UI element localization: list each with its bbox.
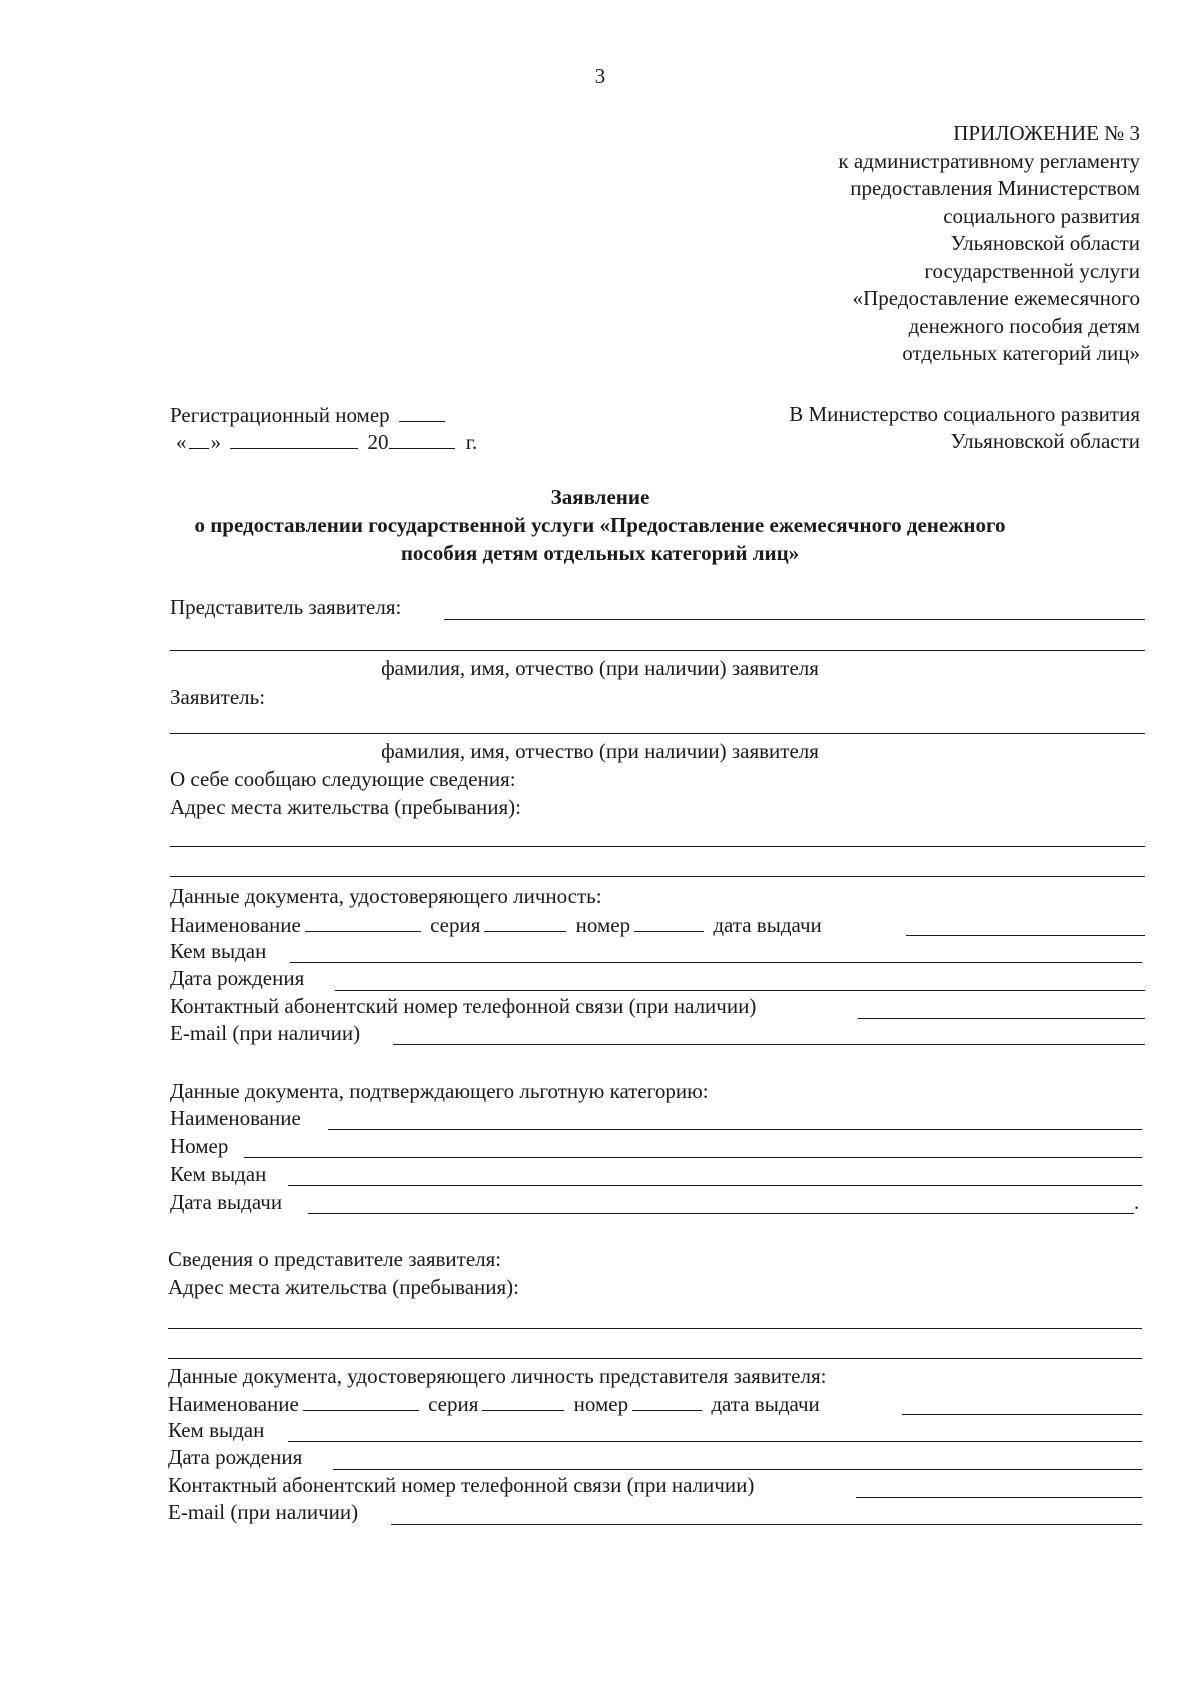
- registration-number-label: Регистрационный номер: [170, 403, 390, 427]
- issued-by-label: Кем выдан: [170, 939, 267, 963]
- phone-field[interactable]: [858, 1018, 1145, 1019]
- appendix-line: государственной услуги: [924, 258, 1140, 283]
- benefit-issued-by-label: Кем выдан: [170, 1162, 267, 1186]
- identity-doc-heading: Данные документа, удостоверяющего личность:: [170, 884, 602, 908]
- rep-doc-name-label: Наименование: [168, 1392, 299, 1416]
- fio-caption: фамилия, имя, отчество (при наличии) заявителя: [381, 739, 819, 763]
- fio-caption: фамилия, имя, отчество (при наличии) заявителя: [381, 656, 819, 680]
- representative-name-field[interactable]: [444, 619, 1145, 620]
- doc-name-label: Наименование: [170, 913, 301, 937]
- rep-email-field[interactable]: [391, 1524, 1142, 1525]
- registration-number-field[interactable]: [399, 401, 445, 422]
- appendix-line: социального развития: [943, 203, 1140, 228]
- benefit-issued-by-field[interactable]: [288, 1185, 1142, 1186]
- rep-doc-number-field[interactable]: [632, 1390, 702, 1411]
- benefit-issue-date-label: Дата выдачи: [170, 1190, 283, 1214]
- email-field[interactable]: [393, 1044, 1145, 1045]
- benefit-name-field[interactable]: [328, 1129, 1142, 1130]
- doc-series-field[interactable]: [484, 911, 566, 932]
- appendix-line: предоставления Министерством: [850, 176, 1140, 200]
- rep-doc-series-label: серия: [428, 1392, 479, 1416]
- rep-birth-date-label: Дата рождения: [168, 1445, 303, 1469]
- date-day-field[interactable]: [189, 428, 209, 449]
- rep-issued-by-field[interactable]: [288, 1441, 1142, 1442]
- rep-doc-name-field[interactable]: [303, 1390, 419, 1411]
- benefit-doc-heading: Данные документа, подтверждающего льготную категорию:: [170, 1079, 709, 1103]
- representative-info-heading: Сведения о представителе заявителя:: [168, 1247, 502, 1271]
- rep-doc-issue-date-label: дата выдачи: [711, 1392, 820, 1416]
- document-subtitle: пособия детям отдельных категорий лиц»: [400, 541, 800, 565]
- rep-issued-by-label: Кем выдан: [168, 1418, 265, 1442]
- applicant-label: Заявитель:: [170, 685, 266, 709]
- document-subtitle: о предоставлении государственной услуги «Предоставление ежемесячного денежного: [194, 513, 1006, 537]
- addressee-line: В Министерство социального развития: [789, 402, 1140, 426]
- benefit-number-field[interactable]: [244, 1157, 1142, 1158]
- benefit-name-label: Наименование: [170, 1106, 301, 1130]
- issued-by-field[interactable]: [290, 962, 1142, 963]
- phone-label: Контактный абонентский номер телефонной связи (при наличии): [170, 994, 757, 1018]
- representative-name-field-2[interactable]: [170, 650, 1145, 651]
- benefit-issue-date-field[interactable]: [308, 1213, 1134, 1214]
- rep-address-label: Адрес места жительства (пребывания):: [168, 1275, 520, 1299]
- about-self-text: О себе сообщаю следующие сведения:: [170, 767, 516, 791]
- appendix-line: отдельных категорий лиц»: [902, 341, 1140, 365]
- date-year-suffix: г.: [465, 430, 478, 454]
- date-year-field[interactable]: [389, 428, 455, 449]
- doc-issue-date-field[interactable]: [906, 935, 1145, 936]
- rep-doc-number-label: номер: [573, 1392, 629, 1416]
- benefit-number-label: Номер: [170, 1134, 229, 1158]
- rep-birth-date-field[interactable]: [333, 1469, 1142, 1470]
- birth-date-field[interactable]: [335, 990, 1145, 991]
- rep-doc-row: [168, 1390, 820, 1417]
- appendix-line: ПРИЛОЖЕНИЕ № 3: [953, 121, 1140, 145]
- representative-label: Представитель заявителя:: [170, 595, 402, 619]
- address-field[interactable]: [170, 846, 1145, 847]
- date-month-field[interactable]: [230, 428, 358, 449]
- date-year-prefix: 20: [367, 430, 389, 454]
- rep-doc-heading: Данные документа, удостоверяющего личность представителя заявителя:: [168, 1364, 827, 1388]
- addressee: [789, 401, 1140, 454]
- addressee-line: Ульяновской области: [950, 429, 1140, 453]
- rep-address-field[interactable]: [168, 1328, 1142, 1329]
- appendix-line: Ульяновской области: [950, 231, 1140, 255]
- document-title: Заявление: [550, 485, 650, 509]
- appendix-line: «Предоставление ежемесячного: [852, 286, 1140, 310]
- registration-number: [170, 401, 449, 428]
- appendix-header: [838, 120, 1140, 368]
- rep-email-label: E-mail (при наличии): [168, 1500, 359, 1524]
- doc-name-field[interactable]: [305, 911, 421, 932]
- page-number: 3: [594, 64, 606, 88]
- doc-series-label: серия: [430, 913, 481, 937]
- birth-date-label: Дата рождения: [170, 966, 305, 990]
- rep-doc-series-field[interactable]: [482, 1390, 564, 1411]
- identity-doc-row: [170, 911, 822, 938]
- applicant-name-field[interactable]: [170, 733, 1145, 734]
- appendix-line: денежного пособия детям: [908, 313, 1140, 338]
- rep-phone-field[interactable]: [856, 1497, 1142, 1498]
- address-field-2[interactable]: [170, 876, 1145, 877]
- email-label: E-mail (при наличии): [170, 1021, 361, 1045]
- appendix-line: к административному регламенту: [838, 148, 1140, 173]
- address-label: Адрес места жительства (пребывания):: [170, 795, 522, 819]
- rep-address-field-2[interactable]: [168, 1358, 1142, 1359]
- rep-doc-issue-date-field[interactable]: [902, 1414, 1142, 1415]
- doc-number-label: номер: [575, 913, 631, 937]
- date-open-quote: «: [176, 430, 187, 454]
- registration-date: [176, 428, 477, 455]
- rep-phone-label: Контактный абонентский номер телефонной связи (при наличии): [168, 1473, 755, 1497]
- doc-issue-date-label: дата выдачи: [713, 913, 822, 937]
- end-period: .: [1134, 1190, 1140, 1214]
- date-close-quote: »: [210, 430, 221, 454]
- doc-number-field[interactable]: [634, 911, 704, 932]
